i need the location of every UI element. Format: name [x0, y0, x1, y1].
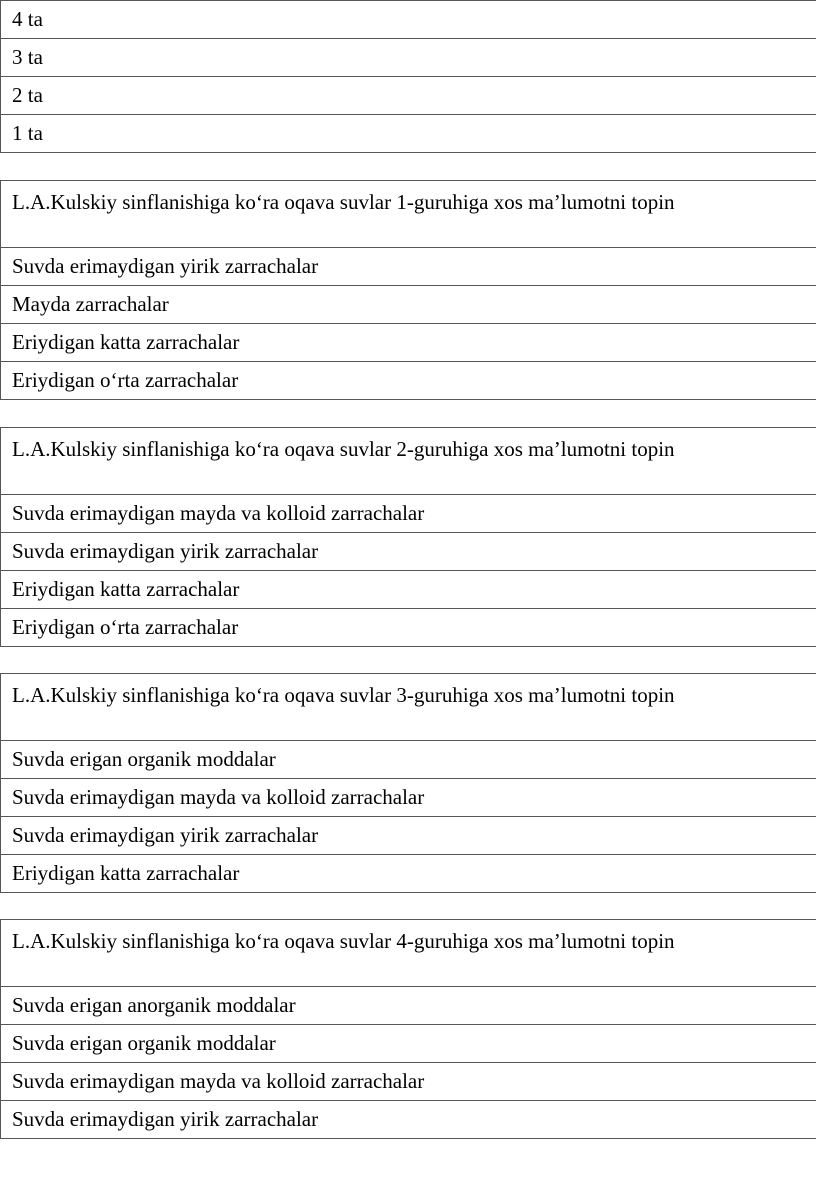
option-row: Eriydigan katta zarrachalar [1, 324, 816, 362]
question-table-5 [0, 919, 816, 1139]
option-row: Eriydigan katta zarrachalar [1, 855, 816, 893]
option-row: Suvda erimaydigan yirik zarrachalar [1, 817, 816, 855]
option-row: Suvda erimaydigan mayda va kolloid zarrachalar [1, 779, 816, 817]
question-text: L.A.Kulskiy sinflanishiga ko‘ra oqava suvlar 4-guruhiga xos ma’lumotni topin [1, 920, 816, 987]
option-row: Eriydigan o‘rta zarrachalar [1, 362, 816, 400]
option-row: Eriydigan o‘rta zarrachalar [1, 609, 816, 647]
question-text: L.A.Kulskiy sinflanishiga ko‘ra oqava suvlar 2-guruhiga xos ma’lumotni topin [1, 428, 816, 495]
option-row: Eriydigan katta zarrachalar [1, 571, 816, 609]
answer-table-1 [0, 0, 816, 153]
question-table-2 [0, 180, 816, 400]
option-row: Suvda erigan anorganik moddalar [1, 987, 816, 1025]
question-text: L.A.Kulskiy sinflanishiga ko‘ra oqava suvlar 1-guruhiga xos ma’lumotni topin [1, 181, 816, 248]
option-row: 3 ta [1, 39, 816, 77]
option-row: 1 ta [1, 115, 816, 153]
option-row: Suvda erigan organik moddalar [1, 1025, 816, 1063]
question-table-4 [0, 673, 816, 893]
option-row: Mayda zarrachalar [1, 286, 816, 324]
option-row: Suvda erigan organik moddalar [1, 741, 816, 779]
option-row: Suvda erimaydigan mayda va kolloid zarrachalar [1, 495, 816, 533]
question-table-3 [0, 427, 816, 647]
option-row: Suvda erimaydigan yirik zarrachalar [1, 1101, 816, 1139]
option-row: 4 ta [1, 1, 816, 39]
option-row: Suvda erimaydigan yirik zarrachalar [1, 533, 816, 571]
option-row: Suvda erimaydigan yirik zarrachalar [1, 248, 816, 286]
question-text: L.A.Kulskiy sinflanishiga ko‘ra oqava suvlar 3-guruhiga xos ma’lumotni topin [1, 674, 816, 741]
option-row: Suvda erimaydigan mayda va kolloid zarrachalar [1, 1063, 816, 1101]
option-row: 2 ta [1, 77, 816, 115]
